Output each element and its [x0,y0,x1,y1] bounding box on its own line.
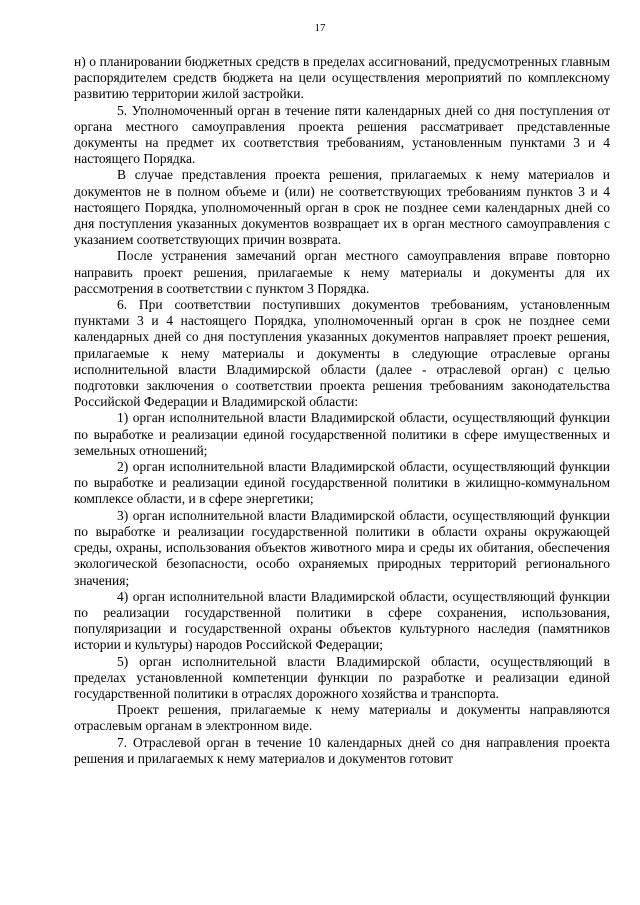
paragraph-clause-5: 5. Уполномоченный орган в течение пяти календарных дней со дня поступления от органа местного самоуправления проекта решения рассматривает представленные документы на предмет их соответствия требованиям, установленным пунктами 3 и 4 настоящего Порядка. [74,102,610,167]
paragraph-clause-6: 6. При соответствии поступивших документов требованиям, установленным пунктами 3 и 4 настоящего Порядка, уполномоченный орган в срок не позднее семи календарных дней со дня поступления указанных документов направляет проект решения, прилагаемые к нему материалы и документы в следующие отраслевые органы исполнительной власти Владимирской области (далее - отраслевой орган) с целью подготовки заключения о соответствии проекта решения требованиям законодательства Российской Федерации и Владимирской области: [74,297,610,410]
document-body [74,54,610,767]
list-item-4: 4) орган исполнительной власти Владимирской области, осуществляющий функции по реализации государственной политики в сфере сохранения, использования, популяризации и государственной охраны объектов культурного наследия (памятников истории и культуры) народов Российской Федерации; [74,588,610,653]
list-item-2: 2) орган исполнительной власти Владимирской области, осуществляющий функции по выработке и реализации единой государственной политики в жилищно-коммунальном комплексе области, и в сфере энергетики; [74,459,610,507]
paragraph-clause-7: 7. Отраслевой орган в течение 10 календарных дней со дня направления проекта решения и прилагаемых к нему материалов и документов готовит [74,734,610,766]
paragraph-resubmission: После устранения замечаний орган местного самоуправления вправе повторно направить проект решения, прилагаемые к нему материалы и документы для их рассмотрения в соответствии с пунктом 3 Порядка. [74,248,610,296]
paragraph-electronic-form: Проект решения, прилагаемые к нему материалы и документы направляются отраслевым органам в электронном виде. [74,702,610,734]
paragraph-incomplete-documents: В случае представления проекта решения, прилагаемых к нему материалов и документов не в полном объеме и (или) не соответствующих требованиям пунктов 3 и 4 настоящего Порядка, уполномоченный орган в срок не позднее семи календарных дней со дня поступления указанных документов возвращает их в орган местного самоуправления с указанием соответствующих причин возврата. [74,167,610,248]
list-item-1: 1) орган исполнительной власти Владимирской области, осуществляющий функции по выработке и реализации единой государственной политики в сфере имущественных и земельных отношений; [74,410,610,458]
paragraph-item-n: н) о планировании бюджетных средств в пределах ассигнований, предусмотренных главным распорядителем средств бюджета на цели осуществления мероприятий по комплексному развитию территории жилой застройки. [74,54,610,102]
page-number: 17 [314,22,326,34]
list-item-5: 5) орган исполнительной власти Владимирской области, осуществляющий в пределах установленной компетенции функции по разработке и реализации единой государственной политики в отраслях дорожного хозяйства и транспорта. [74,653,610,701]
list-item-3: 3) орган исполнительной власти Владимирской области, осуществляющий функции по выработке и реализации государственной политики в области охраны окружающей среды, охраны, использования объектов животного мира и среды их обитания, обеспечения экологической безопасности, особо охраняемых природных территорий регионального значения; [74,507,610,588]
